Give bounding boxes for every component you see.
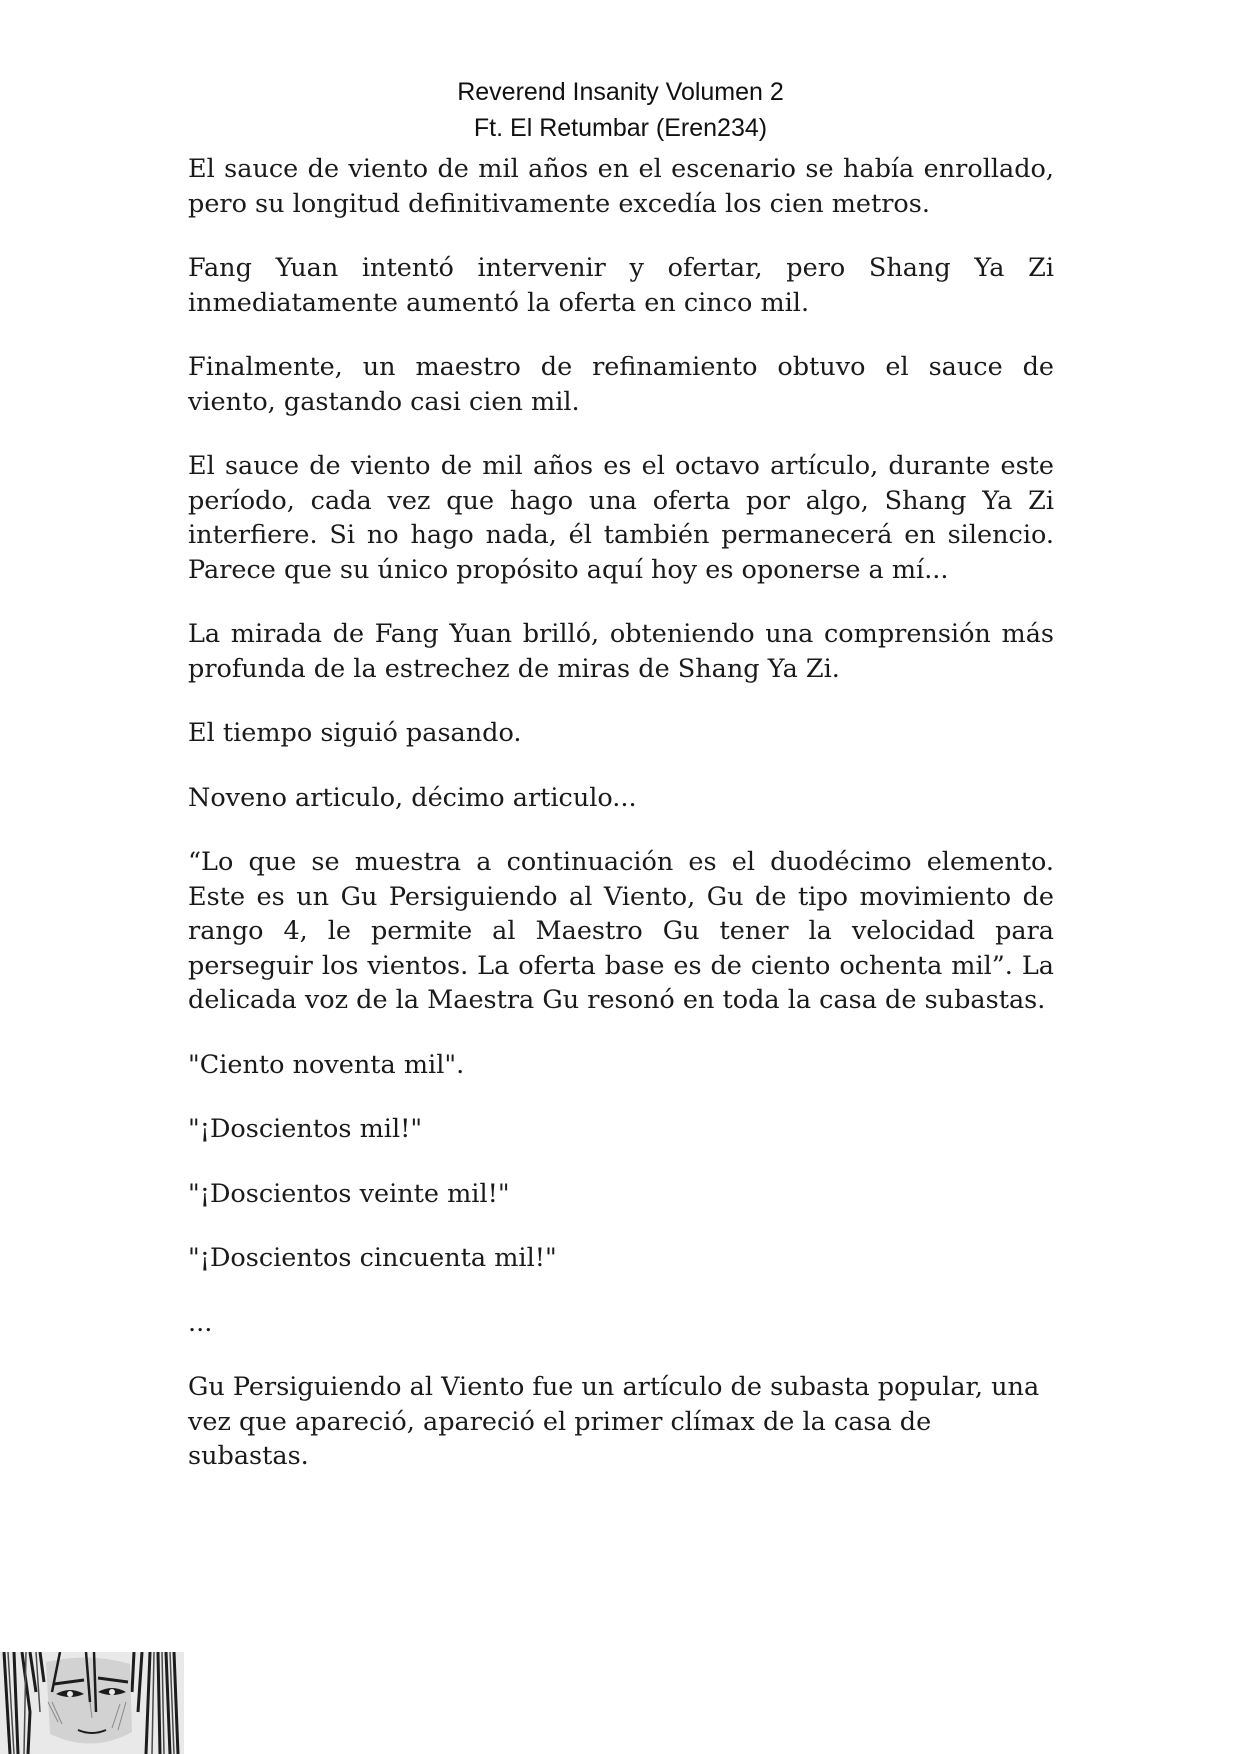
page-header (0, 74, 1241, 146)
header-subtitle: Ft. El Retumbar (Eren234) (473, 114, 768, 142)
paragraph: El sauce de viento de mil años es el octavo artículo, durante este período, cada vez que hago una oferta por algo, Shang Ya Zi interfiere. Si no hago nada, él también permanecerá en silencio. Parece que su único propósito aquí hoy es oponerse a mí... (188, 451, 1054, 585)
header-title: Reverend Insanity Volumen 2 (457, 78, 784, 106)
paragraph: "¡Doscientos cincuenta mil!" (188, 1243, 557, 1273)
manga-character-portrait-icon (0, 1652, 184, 1754)
paragraph: "¡Doscientos mil!" (188, 1114, 423, 1144)
paragraph: Noveno articulo, décimo articulo... (188, 782, 637, 813)
paragraph: Gu Persiguiendo al Viento fue un artículo de subasta popular, una vez que apareció, apareció el primer clímax de la casa de subastas. (188, 1372, 1040, 1471)
paragraph: El tiempo siguió pasando. (188, 718, 522, 748)
paragraph: La mirada de Fang Yuan brilló, obteniendo una comprensión más profunda de la estrechez de miras de Shang Ya Zi. (188, 619, 1054, 684)
paragraph: “Lo que se muestra a continuación es el duodécimo elemento. Este es un Gu Persiguiendo al Viento, Gu de tipo movimiento de rango 4, le permite al Maestro Gu tener la velocidad para perseguir los vientos. La oferta base es de ciento ochenta mil”. La delicada voz de la Maestra Gu resonó en toda la casa de subastas. (188, 847, 1054, 1015)
paragraph: Finalmente, un maestro de refinamiento obtuvo el sauce de viento, gastando casi cien mil. (188, 352, 1054, 417)
paragraph: "¡Doscientos veinte mil!" (188, 1178, 510, 1209)
paragraph: Fang Yuan intentó intervenir y ofertar, pero Shang Ya Zi inmediatamente aumentó la oferta en cinco mil. (188, 253, 1054, 318)
body-text (188, 152, 1054, 1504)
paragraph: ... (188, 1307, 213, 1338)
paragraph: El sauce de viento de mil años en el escenario se había enrollado, pero su longitud definitivamente excedía los cien metros. (188, 154, 1054, 219)
paragraph: "Ciento noventa mil". (188, 1049, 465, 1080)
